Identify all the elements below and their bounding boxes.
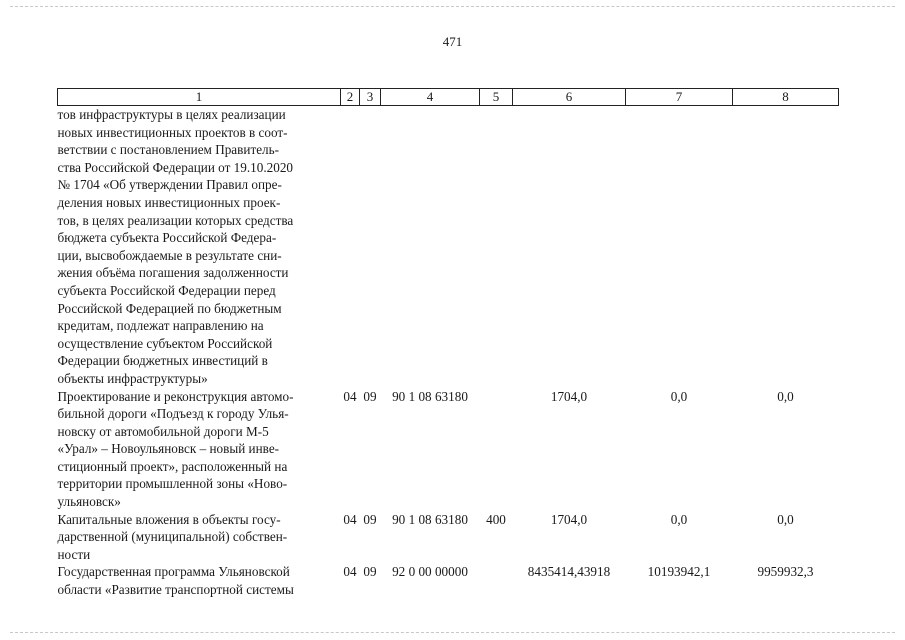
amount-col-7: 0,0 bbox=[670, 388, 688, 404]
description-line: новых инвестиционных проектов в соот- bbox=[57, 124, 288, 140]
amount-col-7: 10193942,1 bbox=[647, 564, 711, 580]
target-article-code bbox=[381, 106, 480, 388]
row-description bbox=[58, 388, 341, 511]
subsection-code bbox=[360, 106, 381, 388]
scan-artifact-top bbox=[10, 6, 895, 7]
header-row bbox=[58, 89, 839, 106]
table-row bbox=[58, 563, 839, 598]
amount-col-8 bbox=[733, 106, 839, 388]
section-code: 04 bbox=[343, 388, 357, 404]
table-body bbox=[58, 106, 839, 599]
amount-col-6: 8435414,43918 bbox=[527, 564, 611, 580]
amount-col-6: 1704,0 bbox=[550, 511, 588, 527]
table-row bbox=[58, 388, 839, 511]
description-line: «Урал» – Новоульяновск – новый инве- bbox=[57, 441, 280, 457]
column-header-4: 4 bbox=[381, 89, 480, 106]
column-header-8: 8 bbox=[733, 89, 839, 106]
target-article-code: 92 0 00 00000 bbox=[392, 564, 468, 580]
column-header-5: 5 bbox=[480, 89, 513, 106]
description-line: объекты инфраструктуры» bbox=[57, 370, 208, 386]
description-line: субъекта Российской Федерации перед bbox=[57, 282, 276, 298]
description-line: области «Развитие транспортной системы bbox=[57, 582, 294, 598]
table-row bbox=[58, 106, 839, 388]
column-header-3: 3 bbox=[360, 89, 381, 106]
expense-type-code bbox=[480, 388, 513, 511]
description-line: осуществление субъектом Российской bbox=[57, 335, 273, 351]
description-line: деления новых инвестиционных проек- bbox=[57, 194, 281, 210]
description-line: Российской Федерацией по бюджетным bbox=[57, 300, 282, 316]
row-description bbox=[58, 563, 341, 598]
description-line: бюджета субъекта Российской Федера- bbox=[57, 230, 277, 246]
amount-col-7 bbox=[626, 106, 733, 388]
description-line: новску от автомобильной дороги М-5 bbox=[57, 423, 269, 439]
description-line: ности bbox=[57, 546, 91, 562]
subsection-code: 09 bbox=[363, 388, 377, 404]
amount-col-7: 0,0 bbox=[670, 511, 688, 527]
description-line: кредитам, подлежат направлению на bbox=[57, 318, 264, 334]
section-code: 04 bbox=[343, 564, 357, 580]
column-header-2: 2 bbox=[341, 89, 360, 106]
amount-col-8: 9959932,3 bbox=[757, 564, 814, 580]
amount-col-6 bbox=[513, 106, 626, 388]
scan-artifact-bottom bbox=[10, 632, 895, 633]
table-row bbox=[58, 511, 839, 564]
column-header-6: 6 bbox=[513, 89, 626, 106]
expense-type-code: 400 bbox=[486, 511, 506, 527]
section-code: 04 bbox=[343, 511, 357, 527]
description-line: стиционный проект», расположенный на bbox=[57, 458, 288, 474]
description-line: тов инфраструктуры в целях реализации bbox=[57, 107, 286, 122]
target-article-code: 90 1 08 63180 bbox=[392, 511, 468, 527]
description-line: ветствии с постановлением Правитель- bbox=[57, 142, 280, 158]
description-line: Федерации бюджетных инвестиций в bbox=[57, 353, 268, 369]
description-line: ульяновск» bbox=[57, 494, 121, 510]
description-line: Проектирование и реконструкция автомо- bbox=[57, 388, 294, 404]
description-line: территории промышленной зоны «Ново- bbox=[57, 476, 288, 492]
column-header-7: 7 bbox=[626, 89, 733, 106]
row-description bbox=[58, 511, 341, 564]
amount-col-6: 1704,0 bbox=[550, 388, 588, 404]
description-line: Государственная программа Ульяновской bbox=[57, 564, 290, 580]
row-description bbox=[58, 106, 341, 388]
column-header-1: 1 bbox=[58, 89, 341, 106]
target-article-code: 90 1 08 63180 bbox=[392, 388, 468, 404]
amount-col-8: 0,0 bbox=[777, 511, 794, 527]
expense-type-code bbox=[480, 563, 513, 598]
description-line: ства Российской Федерации от 19.10.2020 bbox=[57, 159, 294, 175]
amount-col-8: 0,0 bbox=[777, 388, 794, 404]
subsection-code: 09 bbox=[363, 511, 377, 527]
section-code bbox=[341, 106, 360, 388]
expense-type-code bbox=[480, 106, 513, 388]
description-line: дарственной (муниципальной) собствен- bbox=[57, 529, 288, 545]
description-line: № 1704 «Об утверждении Правил опре- bbox=[57, 177, 282, 193]
description-line: жения объёма погашения задолженности bbox=[57, 265, 289, 281]
budget-table bbox=[57, 88, 839, 599]
description-line: ции, высвобождаемые в результате сни- bbox=[57, 247, 282, 263]
page-number: 471 bbox=[442, 34, 463, 49]
description-line: Капитальные вложения в объекты госу- bbox=[57, 511, 281, 527]
description-line: тов, в целях реализации которых средства bbox=[57, 212, 294, 228]
description-line: бильной дороги «Подъезд к городу Улья- bbox=[57, 406, 289, 422]
subsection-code: 09 bbox=[363, 564, 377, 580]
